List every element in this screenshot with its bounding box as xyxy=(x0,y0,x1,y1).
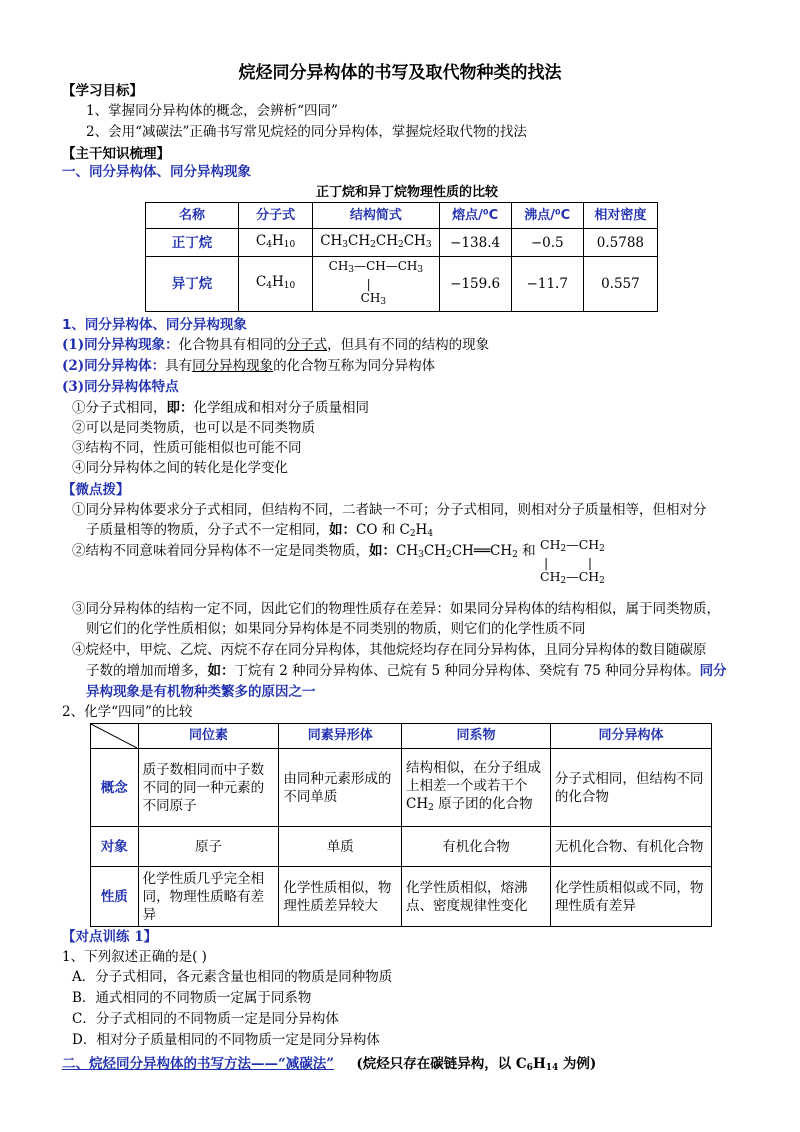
table2-cell: 分子式相同，但结构不同的化合物 xyxy=(550,749,711,827)
tip-4-example-label: 如： xyxy=(207,663,235,679)
table1-cell-structure: $CH_3CH_2CH_2CH_3$ xyxy=(313,229,439,257)
tip-4-line-1: ④烷烃中，甲烷、乙烷、丙烷不存在同分异构体，其他烷烃均存在同分异构体，且同分异构体的数目随碳原 xyxy=(72,642,707,658)
tip-2-example: $CH_3CH_2CH══CH_2$ 和 xyxy=(396,543,536,560)
table2-cell: 单质 xyxy=(279,827,402,867)
tip-4-emphasis: 同分 xyxy=(699,663,727,679)
sub2-heading: 2、化学“四同”的比较 xyxy=(62,704,193,720)
table-row xyxy=(91,867,712,927)
diagonal-header-cell xyxy=(91,724,139,749)
table-row xyxy=(91,827,712,867)
section2-method: “减碳法” xyxy=(278,1056,335,1072)
definition-1 xyxy=(62,336,489,354)
table2-row-label: 性质 xyxy=(91,867,139,927)
definition-1-text: 化合物具有相同的 xyxy=(178,337,287,353)
table1-cell-mp: −159.6 xyxy=(439,257,511,312)
definition-3-label: (3)同分异构体特点 xyxy=(62,379,179,395)
feature-3: ③结构不同，性质可能相似也可能不同 xyxy=(72,440,302,456)
table2-row-label: 对象 xyxy=(91,827,139,867)
table1-cell-formula: $C_4H_{10}$ xyxy=(238,229,312,257)
tip-4-text: 子数的增加而增多， xyxy=(86,663,208,679)
table2-cell: 质子数相同而中子数不同的同一种元素的不同原子 xyxy=(138,749,279,827)
practice-heading: 【对点训练 1】 xyxy=(62,929,158,945)
table2-header: 同位素 xyxy=(138,724,279,749)
table2-header: 同分异构体 xyxy=(550,724,711,749)
table2-cell: 原子 xyxy=(138,827,279,867)
table1-cell-density: 0.557 xyxy=(583,257,657,312)
table1-header: 熔点/⁰C xyxy=(439,203,511,229)
goal-item-1: 1、掌握同分异构体的概念，会辨析“四同” xyxy=(86,103,338,119)
tip-4-example: 丁烷有 2 种同分异构体、己烷有 5 种同分异构体、癸烷有 75 种同分异构体。 xyxy=(234,663,700,679)
tips-heading: 【微点拨】 xyxy=(62,482,130,498)
definition-2-text-end: 的化合物互称为同分异构体 xyxy=(273,358,436,374)
table1-cell-bp: −11.7 xyxy=(511,257,583,312)
table-row xyxy=(91,749,712,827)
tip-2-example-label: 如： xyxy=(369,543,396,559)
tip-1-example-label: 如： xyxy=(329,522,356,538)
table1-cell-structure: $CH_3—CH—CH_3$ | $CH_3$ xyxy=(313,257,439,312)
table2-row-label: 概念 xyxy=(91,749,139,827)
table-row xyxy=(146,257,658,312)
table1-caption: 正丁烷和异丁烷物理性质的比较 xyxy=(316,185,499,200)
tip-2 xyxy=(72,542,536,564)
butane-comparison-table xyxy=(145,202,658,312)
definition-1-label: (1)同分异构现象： xyxy=(62,337,179,353)
feature-2: ②可以是同类物质，也可以是不同类物质 xyxy=(72,420,315,436)
table1-header: 相对密度 xyxy=(583,203,657,229)
table2-cell: 由同种元素形成的不同单质 xyxy=(279,749,402,827)
page-title: 烷烃同分异构体的书写及取代物种类的找法 xyxy=(238,63,562,83)
table1-cell-bp: −0.5 xyxy=(511,229,583,257)
definition-2-label: (2)同分异构体： xyxy=(62,358,166,374)
goal-item-2: 2、会用“减碳法”正确书写常见烷烃的同分异构体，掌握烷烃取代物的找法 xyxy=(86,124,527,140)
definition-2 xyxy=(62,357,435,375)
feature-1-bold: 即： xyxy=(166,400,194,416)
tip-1-line-2 xyxy=(86,521,433,543)
table1-cell-name: 异丁烷 xyxy=(146,257,239,312)
table1-header: 沸点/⁰C xyxy=(511,203,583,229)
table2-cell: 无机化合物、有机化合物 xyxy=(550,827,711,867)
table1-header: 结构简式 xyxy=(313,203,439,229)
feature-4: ④同分异构体之间的转化是化学变化 xyxy=(72,460,288,476)
table2-cell: 化学性质相似，熔沸点、密度规律性变化 xyxy=(402,867,551,927)
option-d: D．相对分子质量相同的不同物质一定是同分异构体 xyxy=(72,1032,380,1048)
table1-cell-formula: $C_4H_{10}$ xyxy=(238,257,312,312)
table1-header: 分子式 xyxy=(238,203,312,229)
definition-1-text-end: ，但具有不同的结构的现象 xyxy=(327,337,490,353)
tip-4-line-3: 异构现象是有机物种类繁多的原因之一 xyxy=(86,684,316,700)
table2-header: 同系物 xyxy=(402,724,551,749)
tip-2-text: ②结构不同意味着同分异构体不一定是同类物质， xyxy=(72,543,369,559)
question-1: 1、下列叙述正确的是( ) xyxy=(62,949,207,965)
table2-header: 同素异形体 xyxy=(279,724,402,749)
knowledge-heading: 【主干知识梳理】 xyxy=(62,146,170,162)
table2-cell: 有机化合物 xyxy=(402,827,551,867)
table2-cell: 化学性质几乎完全相同，物理性质略有差异 xyxy=(138,867,279,927)
table1-cell-density: 0.5788 xyxy=(583,229,657,257)
cyclobutane-structure: $CH_2—CH_2$ | | $CH_2—CH_2$ xyxy=(540,537,605,586)
sub1-heading: 1、同分异构体、同分异构现象 xyxy=(62,317,247,333)
table-row xyxy=(146,229,658,257)
table2-cell: 化学性质相似或不同，物理性质有差异 xyxy=(550,867,711,927)
section2-note: (烷烃只存在碳链异构，以 $C_6H_{14}$ 为例) xyxy=(356,1056,597,1073)
table1-cell-mp: −138.4 xyxy=(439,229,511,257)
tip-4-line-2 xyxy=(86,662,727,680)
tip-1-text: 子质量相等的物质，分子式不一定相同， xyxy=(86,522,329,538)
table2-cell: 化学性质相似，物理性质差异较大 xyxy=(279,867,402,927)
feature-1-text-end: 化学组成和相对分子质量相同 xyxy=(193,400,369,416)
tip-1-line-1: ①同分异构体要求分子式相同，但结构不同，二者缺一不可；分子式相同，则相对分子质量相等，但相对分 xyxy=(72,502,707,518)
tip-1-example: CO 和 $C_2H_4$ xyxy=(356,522,434,539)
definition-2-text: 具有 xyxy=(165,358,193,374)
feature-1-text: ①分子式相同， xyxy=(72,400,167,416)
table1-cell-name: 正丁烷 xyxy=(146,229,239,257)
tip-3-line-1: ③同分异构体的结构一定不同，因此它们的物理性质存在差异：如果同分异构体的结构相似，属于同类物质， xyxy=(72,601,720,617)
definition-1-underlined: 分子式 xyxy=(286,337,328,353)
goals-heading: 【学习目标】 xyxy=(62,83,143,99)
tip-3-line-2: 则它们的化学性质相似；如果同分异构体是不同类别的物质，则它们的化学性质不同 xyxy=(86,621,586,637)
section1-heading: 一、同分异构体、同分异构现象 xyxy=(62,164,251,180)
option-a: A．分子式相同，各元素含量也相同的物质是同种物质 xyxy=(72,969,393,985)
section2-heading: 二、烷烃同分异构体的书写方法—— xyxy=(62,1056,278,1072)
option-b: B．通式相同的不同物质一定属于同系物 xyxy=(72,990,312,1006)
table1-header: 名称 xyxy=(146,203,239,229)
option-c: C．分子式相同的不同物质一定是同分异构体 xyxy=(72,1011,339,1027)
feature-1 xyxy=(72,399,369,417)
table2-cell: 结构相似，在分子组成上相差一个或若干个 $CH_2$ 原子团的化合物 xyxy=(402,749,551,827)
four-same-comparison-table xyxy=(90,723,712,927)
definition-2-underlined: 同分异构现象 xyxy=(192,358,274,374)
section2-heading-line xyxy=(62,1052,596,1073)
